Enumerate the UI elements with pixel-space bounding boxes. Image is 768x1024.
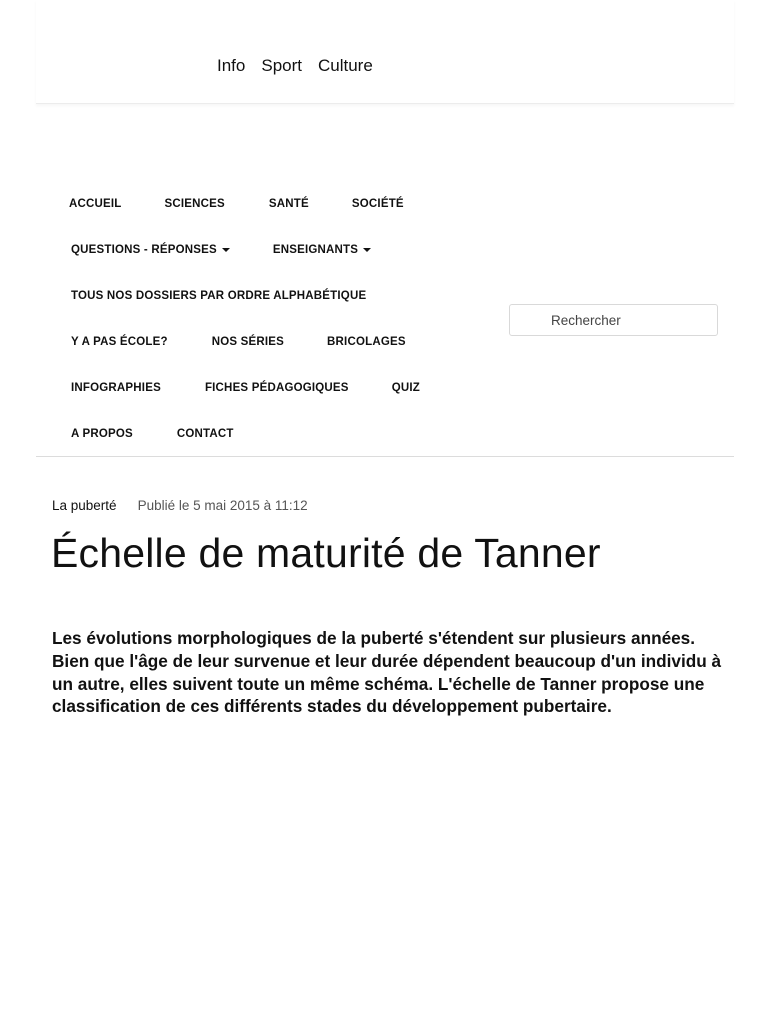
- nav-row-2: [71, 244, 371, 256]
- search-input[interactable]: [509, 304, 718, 336]
- nav-item-sciences[interactable]: SCIENCES: [164, 198, 225, 210]
- nav-item-a-propos[interactable]: A PROPOS: [71, 428, 133, 440]
- nav-item-quiz[interactable]: QUIZ: [391, 382, 420, 394]
- nav-row-5: [71, 382, 420, 394]
- top-nav-sport[interactable]: Sport: [261, 56, 302, 75]
- nav-item-societe[interactable]: SOCIÉTÉ: [351, 198, 404, 210]
- top-nav: [217, 56, 373, 76]
- nav-item-bricolages[interactable]: BRICOLAGES: [327, 336, 406, 348]
- site-header: [36, 0, 734, 104]
- article-title: Échelle de maturité de Tanner: [51, 530, 601, 576]
- nav-item-sante[interactable]: SANTÉ: [268, 198, 309, 210]
- nav-item-y-a-pas-ecole[interactable]: Y A PAS ÉCOLE?: [71, 336, 168, 348]
- nav-item-infographies[interactable]: INFOGRAPHIES: [71, 382, 161, 394]
- top-nav-culture[interactable]: Culture: [318, 56, 373, 75]
- nav-item-enseignants[interactable]: [273, 244, 371, 256]
- nav-item-contact[interactable]: CONTACT: [176, 428, 234, 440]
- nav-item-enseignants-label: ENSEIGNANTS: [272, 244, 359, 256]
- nav-row-6: [71, 428, 234, 440]
- nav-item-fiches-pedagogiques[interactable]: FICHES PÉDAGOGIQUES: [204, 382, 349, 394]
- caret-down-icon: [222, 248, 230, 252]
- nav-item-dossiers[interactable]: TOUS NOS DOSSIERS PAR ORDRE ALPHABÉTIQUE: [71, 290, 367, 302]
- nav-row-3: [71, 290, 366, 302]
- article-date: Publié le 5 mai 2015 à 11:12: [137, 498, 308, 513]
- nav-item-questions-reponses-label: QUESTIONS - RÉPONSES: [71, 244, 217, 256]
- nav-row-4: [71, 336, 406, 348]
- caret-down-icon: [363, 248, 371, 252]
- top-nav-info[interactable]: Info: [217, 56, 246, 75]
- article-category[interactable]: La puberté: [52, 498, 117, 513]
- nav-item-questions-reponses[interactable]: [71, 244, 230, 256]
- article-lead: Les évolutions morphologiques de la puberté s'étendent sur plusieurs années. Bien que l'âge de leur survenue et leur durée dépendent beaucoup d'un individu à un autre, elles suivent toute un même schéma. L'échelle de Tanner propose une classification de ces différents stades du développement pubertaire.: [52, 628, 722, 717]
- article-meta: [52, 498, 308, 513]
- main-nav: [36, 186, 734, 457]
- nav-row-1: [69, 198, 404, 210]
- nav-item-nos-series[interactable]: NOS SÉRIES: [211, 336, 285, 348]
- nav-item-accueil[interactable]: ACCUEIL: [69, 198, 122, 210]
